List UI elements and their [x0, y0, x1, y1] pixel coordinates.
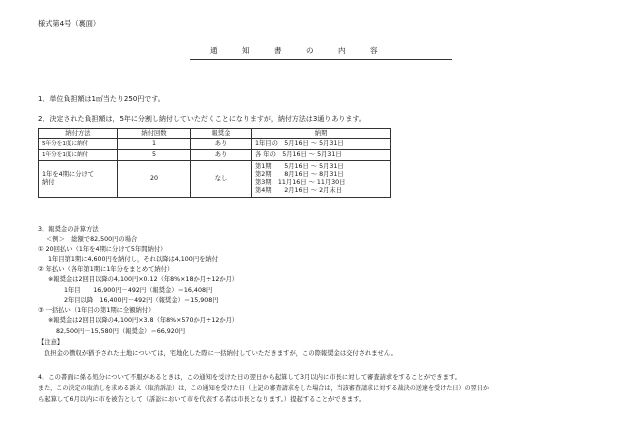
- header-count: 納付回数: [118, 129, 191, 139]
- item3-case3-calc: 82,500円－15,580円（報奨金）＝66,920円: [56, 328, 186, 335]
- cell-method-line: 納付: [42, 179, 55, 186]
- table-row: [39, 139, 391, 150]
- payment-method-table: [38, 128, 391, 198]
- period-line: 第2期 8月16日 ～ 8月31日: [255, 171, 344, 178]
- title-underline: [190, 59, 452, 60]
- cell-method: [39, 161, 118, 198]
- table-row: [39, 150, 391, 161]
- item3-case2-year1: 1年目 16,900円－492円（報奨金）＝16,408円: [64, 287, 213, 294]
- cell-method: 5年分を1度に納付: [39, 139, 118, 150]
- cell-reward: あり: [191, 139, 252, 150]
- item3-case2-detail: ※報奨金は2回目以降の4,100円×0.12（年8%×18か月÷12か月）: [48, 276, 239, 283]
- item2-payment-intro: 2．決定された負担額は，5年に分割し納付していただくことになりますが，納付方法は3通りあります。: [38, 115, 366, 123]
- item3-case2-year2: 2年目以降 16,400円－492円（報奨金）＝15,908円: [64, 297, 219, 304]
- cell-method-line: 1年を4期に分けて: [42, 171, 95, 178]
- table-header-row: [39, 129, 391, 139]
- item1-unit-charge: 1．単位負担額は1㎡当たり250円です。: [38, 95, 165, 103]
- cell-reward: なし: [191, 161, 252, 198]
- header-method: 納付方法: [39, 129, 118, 139]
- cell-reward: あり: [191, 150, 252, 161]
- page-title: 通 知 書 の 内 容: [210, 46, 378, 55]
- cell-method: 1年分を1度に納付: [39, 150, 118, 161]
- item3-heading: 3．報奨金の計算方法: [38, 226, 99, 233]
- cell-period: [252, 161, 391, 198]
- item4-line2: また，この決定の取消しを求める訴え（取消訴訟）は，この通知を受けた日（上記の審査請求をした場合は，当該審査請求に対する裁決の送達を受けた日）の翌日か: [38, 385, 489, 392]
- item3-case2: ② 年払い（各年第1期に1年分をまとめて納付）: [38, 266, 174, 273]
- note-heading: 【注意】: [38, 339, 64, 346]
- cell-period: 各 年の 5月16日 ～ 5月31日: [252, 150, 391, 161]
- period-line: 第3期 11月16日 ～ 11月30日: [255, 179, 346, 186]
- header-reward: 報奨金: [191, 129, 252, 139]
- cell-count: 20: [118, 161, 191, 198]
- item3-case1-detail: 1年目第1期に4,600円を納付し，それ以降は4,100円を納付: [48, 256, 219, 263]
- item3-case1: ① 20回払い（1年を4期に分けて5年間納付）: [38, 246, 167, 253]
- item4-line3: ら起算して6月以内に市を被告として（訴訟において市を代表する者は市長となります。）提起することができます。: [38, 396, 366, 403]
- cell-count: 1: [118, 139, 191, 150]
- form-label: 様式第4号（裏面）: [38, 19, 101, 28]
- item4-line1: 4．この書面に係る処分について不服があるときは，この通知を受けた日の翌日から起算して3月以内に市長に対して審査請求をすることができます。: [38, 374, 461, 381]
- period-line: 第4期 2月16日 ～ 2月末日: [255, 187, 343, 194]
- cell-period: 1年目の 5月16日 ～ 5月31日: [252, 139, 391, 150]
- header-period: 納期: [252, 129, 391, 139]
- table-row: [39, 161, 391, 198]
- period-line: 第1期 5月16日 ～ 5月31日: [255, 163, 344, 170]
- cell-count: 5: [118, 150, 191, 161]
- note-text: 負担金の徴収が猶予された土地については，宅地化した際に一括納付していただきますが，この際報奨金は交付されません。: [44, 350, 397, 357]
- item3-example: ＜例＞ 総額で82,500円の場合: [46, 236, 138, 243]
- item3-case3: ③ 一括払い（1年目の第1期に全額納付）: [38, 307, 155, 314]
- item3-case3-detail: ※報奨金は2回目以降の4,100円×3.8（年8%×570か月÷12か月）: [48, 317, 239, 324]
